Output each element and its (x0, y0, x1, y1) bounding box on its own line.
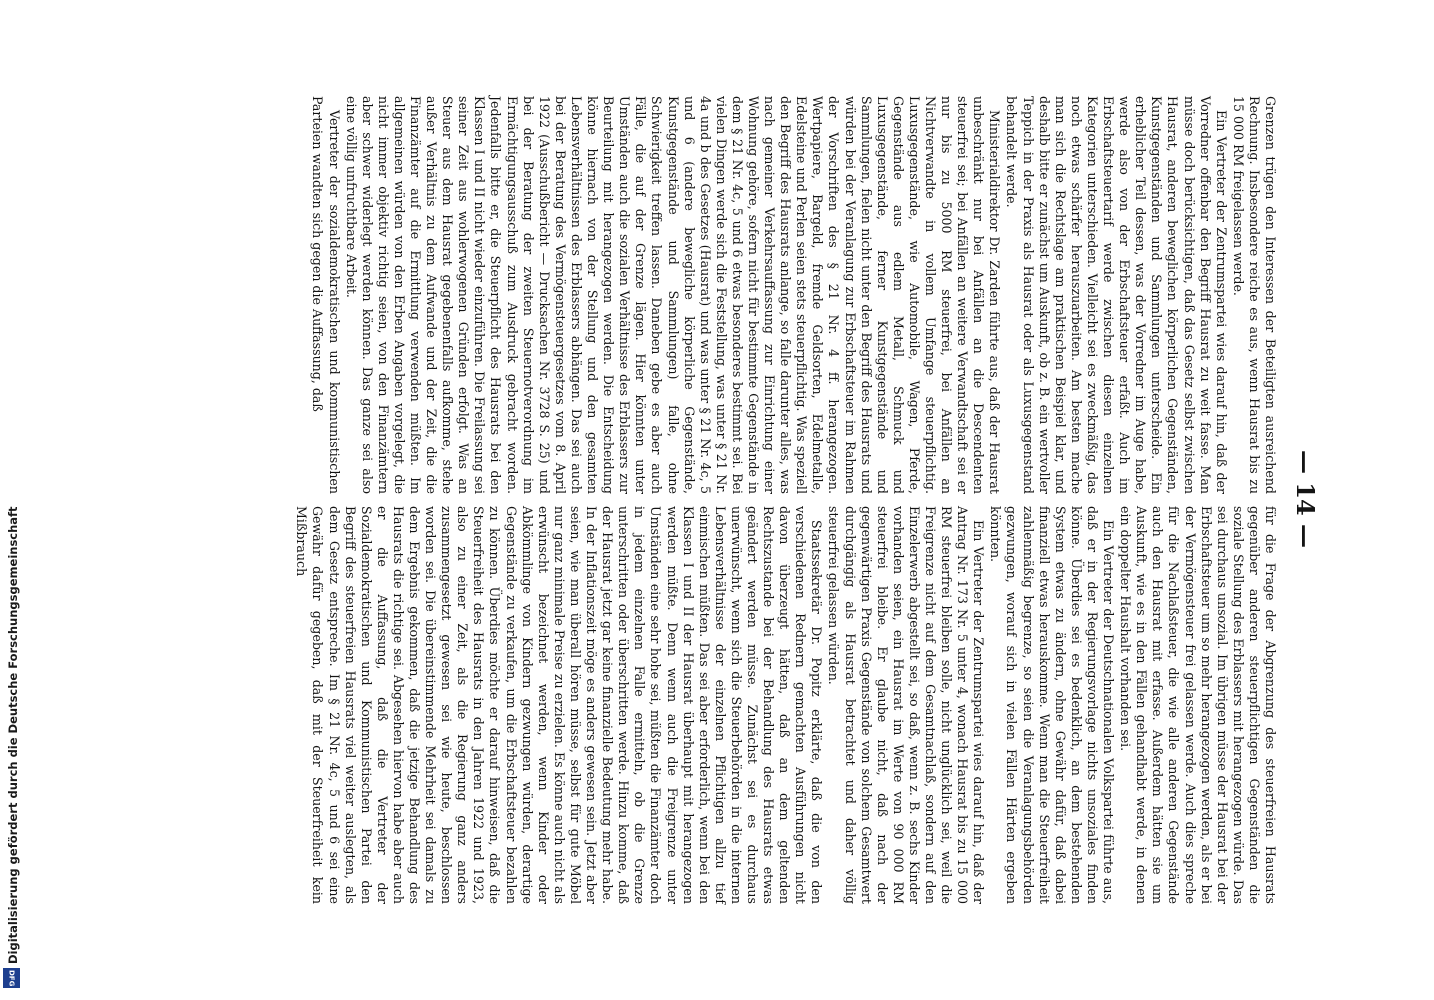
dfg-logo: DFG (3, 968, 20, 988)
rotated-page-content (120, 78, 1330, 920)
paragraph: Ein Vertreter der Deutschnationalen Volkspartei führte aus, daß er in der Regierungsvorlage nichts unsoziales finden könne. Überdies sei es bedenklich, an dem bestehenden System etwas zu ändern, ohne Gewähr dafür, daß dabei finanziell etwas herauskomme. Wenn man die Steuerfreiheit zahlenmäßig begrenze, so seien die Veranlagungsbehörden gezwungen, worauf sich in vielen Fällen Härten ergeben könnten. (988, 506, 1117, 904)
paragraph: Ministerialdirektor Dr. Zarden führte aus, daß der Hausrat unbeschränkt nur bei Anfällen an die Descendenten steuerfrei sei; bei Anfällen an weitere Verwandtschaft sei er nur bis zu 5000 RM steuerfrei, bei Anfällen an Nichtverwandte in vollem Umfange steuerpflichtig. Luxusgegenstände, wie Automobile, Wagen, Pferde, Gegenstände aus edlem Metall, Schmuck und Luxusgegenstände, ferner Kunstgegenstände und Sammlungen, fielen nicht unter den Begriff des Hausrats und würden bei der Veranlagung zur Erbschaftsteuer im Rahmen der Vorschriften des § 21 Nr. 4 ff. herangezogen. Wertpapiere, Bargeld, fremde Geldsorten, Edelmetalle, Edelsteine und Perlen seien stets steuerpflichtig. Was speziell den Begriff des Hausrats anlange, so falle darunter alles, was nach gemeiner Verkehrsauffassung zur Einrichtung einer Wohnung gehöre, sofern nicht für bestimmte Gegenstände in dem § 21 Nr. 4c, 5 und 6 etwas besonderes bestimmt sei. Bei vielen Dingen werde sich die Feststellung, was unter § 21 Nr. 4a und b des Gesetzes (Hausrat) und was unter § 21 Nr. 4c, 5 und 6 (andere bewegliche körperliche Gegenstände, Kunstgegenstände und Sammlungen) falle, ohne Schwierigkeit treffen lassen. Daneben gebe es aber auch Fälle, die auf der Grenze lägen. Hier könnten unter Umständen auch die sozialen Verhältnisse des Erblassers zur Beurteilung mit herangezogen werden. Die Entscheidung könne hiernach von der Stellung und den gesamten Lebensverhältnissen des Erblassers abhängen. Das sei auch bei der Beratung des Vermögensteuergesetzes vom 8. April 1922 (Ausschußbericht — Drucksachen Nr. 3728 S. 25) und bei der Beratung der zweiten Steuernotverordnung im Ermächtigungsausschuß zum Ausdruck gebracht worden. Jedenfalls bitte er, die Steuerpflicht des Hausrats bei den Klassen I und II nicht wieder einzuführen. Die Freilassung sei seiner Zeit aus wohlerwogenen Gründen erfolgt. Was an Steuer aus dem Hausrat gegebenenfalls aufkomme, stehe außer Verhältnis zu dem Aufwande und der Zeit, die die Finanzämter auf die Ermittlung verwenden müßten. Im allgemeinen würden von den Erben Angaben vorgelegt, die nicht immer objektiv richtig seien, von den Finanzämtern aber schwer widerlegt werden können. Das ganze sei also eine völlig unfruchtbare Arbeit. (343, 96, 1003, 494)
paragraph: Ein Vertreter der Zentrumspartei wies darauf hin, daß der Antrag Nr. 173 Nr. 5 unter 4, wonach Hausrat bis zu 15 000 RM steuerfrei bleiben solle, nicht unglücklich sei, weil die Freigrenze nicht auf dem Gesamtnachlaß, sondern auf den Einzelerwerb abgestellt sei, so daß, wenn z. B. sechs Kinder vorhanden seien, ein Hausrat im Werte von 90 000 RM steuerfrei bleibe. Er glaube nicht, daß nach der gegenwärtigen Praxis Gegenstände von solchem Gesamtwert durchgängig als Hausrat betrachtet und daher völlig steuerfrei gelassen würden. (826, 506, 987, 904)
paragraph: für die Frage der Abgrenzung des steuerfreien Hausrats gegenüber anderen steuerpflichtigen Gegenständen die soziale Stellung des Erblassers mit herangezogen würde. Das sei durchaus unsozial. Im übrigen müsse der Hausrat bei der Erbschaftsteuer um so mehr herangezogen werden, als er bei der Vermögensteuer frei gelassen werde. Auch dies spreche für die Nachlaßsteuer, die wie alle anderen Gegenstände auch den Hausrat mit erfasse. Außerdem hätten sie um Auskunft, wie es in den Fällen gehandhabt werde, in denen ein doppelter Haushalt vorhanden sei. (1118, 506, 1278, 904)
paragraph: Ein Vertreter der Zentrumspartei wies darauf hin, daß der Vorredner offenbar den Begriff Hausrat zu weit fasse. Man müsse doch berücksichtigen, daß das Gesetz selbst zwischen Hausrat, anderen beweglichen körperlichen Gegenständen, Kunstgegenständen und Sammlungen unterscheide. Ein erheblicher Teil dessen, was der Vorredner im Auge habe, werde also von der Erbschaftsteuer erfaßt. Auch im Erbschaftsteuertarif werde zwischen diesen einzelnen Kategorien unterschieden. Vielleicht sei es zweckmäßig, das noch etwas schärfer herauszuarbeiten. Am besten mache man sich die Rechtslage am praktischen Beispiel klar, und deshalb bitte er zunächst um Auskunft, ob z. B. ein wertvoller Teppich in der Praxis als Hausrat oder als Luxusgegenstand behandelt werde. (1004, 96, 1229, 494)
digitization-credit-strip (0, 0, 24, 1000)
paragraph: Staatssekretär Dr. Popitz erklärte, daß die von den verschiedenen Rednern gemachten Ausführungen nicht davon überzeugt hätten, daß an dem geltenden Rechtszustande bei der Behandlung des Hausrats etwas geändert werden müsse. Zunächst sei es durchaus unerwünscht, wenn sich die Steuerbehörden in die internen Lebensverhältnisse der einzelnen Pflichtigen allzu tief einmischen müßten. Das sei aber erforderlich, wenn bei den Klassen I und II der Hausrat überhaupt mit herangezogen werden müßte. Denn wenn auch die Freigrenze unter Umständen eine sehr hohe sei, müßten die Finanzämter doch in jedem einzelnen Falle ermitteln, ob die Grenze unterschritten oder überschritten werde. Hinzu komme, daß der Hausrat jetzt gar keine finanzielle Bedeutung mehr habe. In der Inflationszeit möge es anders gewesen sein. Jetzt aber seien, wie man überall hören müsse, selbst für gute Möbel nur ganz minimale Preise zu erzielen. Es könne auch nicht als erwünscht bezeichnet werden, wenn Kinder oder Abkömmlinge von Kindern gezwungen würden, derartige Gegenstände zu verkaufen, um die Erbschaftsteuer bezahlen zu können. Überdies möchte er darauf hinweisen, daß die Steuerfreiheit des Hausrats in den Jahren 1922 und 1923, also zu einer Zeit, als die Regierung ganz anders zusammengesetzt gewesen sei wie heute, beschlossen worden sei. Die übereinstimmende Mehrheit sei damals zu dem Ergebnis gekommen, daß die jetzige Behandlung des Hausrats die richtige sei. Abgesehen hiervon habe aber auch er die Auffassung, daß die Vertreter der Sozialdemokratischen und Kommunistischen Partei den Begriff des steuerfreien Hausrats viel weiter auslegten, als dem Gesetz entspreche. Im § 21 Nr. 4c, 5 und 6 sei eine Gewähr dafür gegeben, daß mit der Steuerfreiheit kein Mißbrauch (294, 506, 825, 904)
paragraph: Vertreter der sozialdemokratischen und kommunistischen Parteien wandten sich gegen die Auffassung, daß (310, 96, 342, 494)
dfg-credit-text: Digitalisierung gefördert durch die Deutsche Forschungsgemeinschaft (6, 506, 20, 964)
scanned-page (120, 78, 1330, 920)
paragraph: Grenzen trügen den Interessen der Beteiligten ausreichend Rechnung. Insbesondere reiche es aus, wenn Hausrat bis zu 15 000 RM freigelassen werde. (1230, 96, 1278, 494)
left-text-column (308, 96, 1278, 494)
page-number: — 14 — (1291, 449, 1320, 549)
right-text-column (292, 506, 1278, 904)
